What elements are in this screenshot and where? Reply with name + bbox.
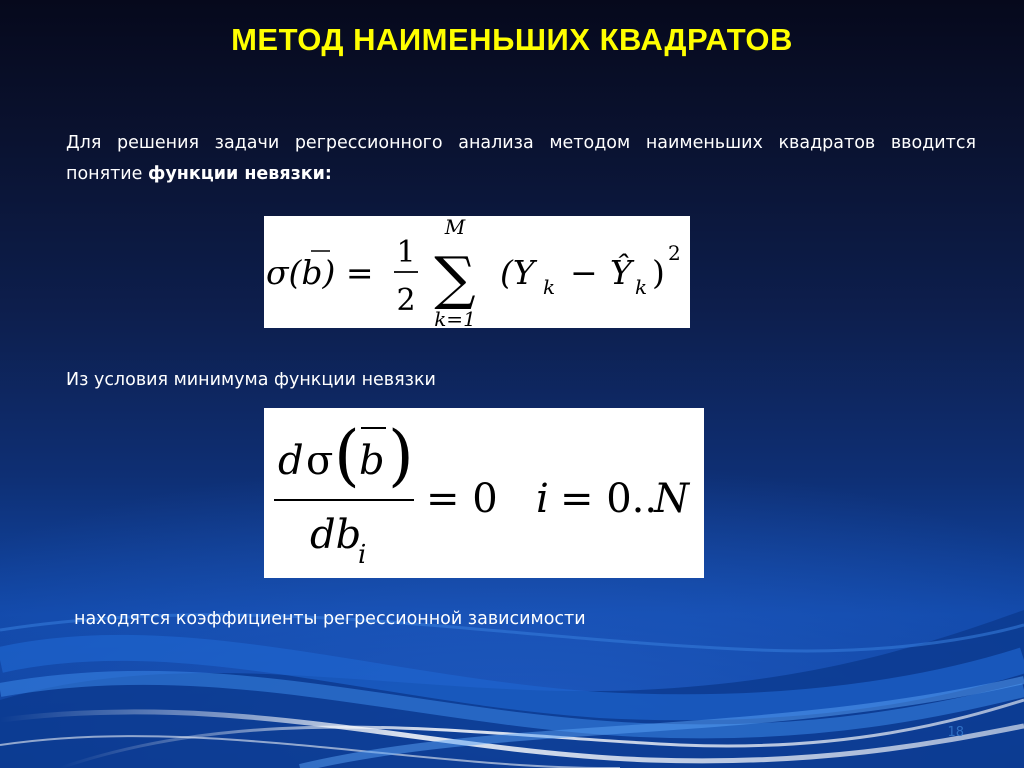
minimum-condition-formula [264,408,704,578]
condition-text: Из условия минимума функции невязки [66,370,436,390]
formula1-sum-upper: M [444,216,466,239]
formula2-range-i: i [536,476,549,522]
formula2-eq-zero: = 0 [426,476,498,522]
residual-function-svg [264,216,690,328]
formula1-sigma-lhs: σ(b) = [266,253,374,292]
intro-colon: : [324,164,332,184]
formula1-sub-k2: k [635,275,648,299]
formula1-sum-lower: k=1 [434,307,476,328]
formula2-num-sigma: σ [306,438,334,484]
result-text: находятся коэффициенты регрессионной зависимости [74,609,586,629]
formula2-close-paren: ) [388,417,414,494]
intro-text: Для решения задачи регрессионного анализа методом наименьших квадратов вводится понятие [66,133,976,184]
formula1-minus: − [570,253,598,292]
page-number: 18 [947,725,964,740]
formula2-range-N: N [654,476,689,522]
formula2-den: db [310,512,362,558]
formula1-fraction-denominator: 2 [396,283,416,318]
formula2-num-b: b [359,438,385,484]
minimum-condition-svg [264,408,704,578]
formula1-sum-sign: ∑ [434,244,476,312]
intro-bold-term: функции невязки [148,164,325,184]
formula1-fraction-numerator: 1 [396,235,416,270]
formula1-close-paren: ) [652,253,665,292]
slide-title: МЕТОД НАИМЕНЬШИХ КВАДРАТОВ [231,22,793,57]
residual-function-formula [264,216,690,328]
formula2-range-eq: = 0.. [560,476,658,522]
formula1-open-y: (Y [500,253,535,292]
formula2-den-sub: i [358,540,367,570]
formula1-sub-k1: k [543,275,556,299]
formula1-power: 2 [668,241,681,265]
formula1-y-hat: Ŷ [610,253,632,292]
formula2-num-d: d [278,438,304,484]
intro-paragraph [66,128,976,190]
formula2-open-paren: ( [334,417,360,494]
